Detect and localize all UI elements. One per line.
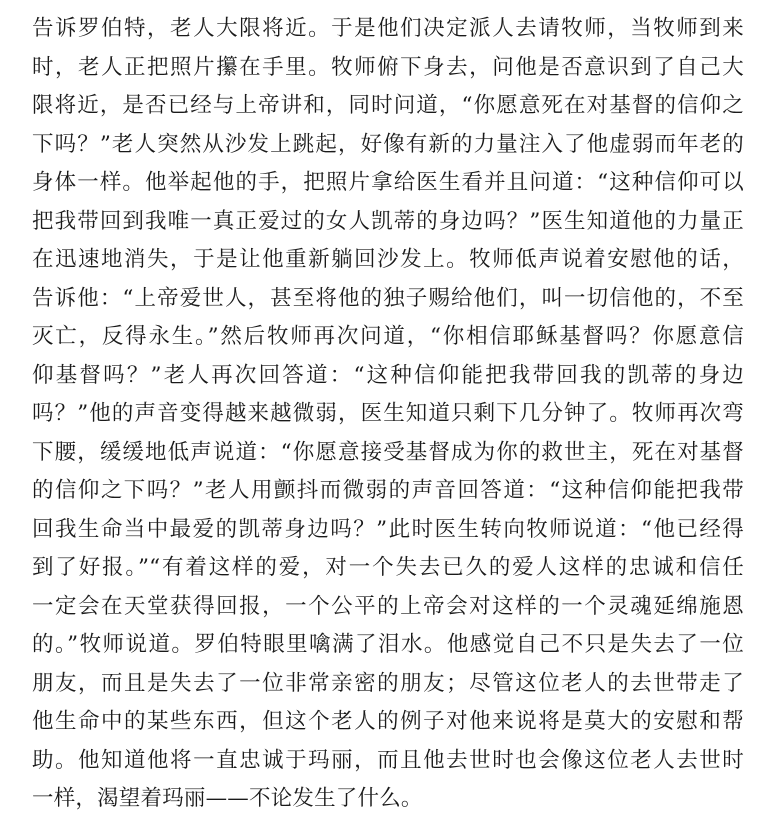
- text-line-21: 一样，渴望着玛丽——不论发生了什么。: [32, 786, 423, 811]
- text-line-13: 的信仰之下吗？”老人用颤抖而微弱的声音回答道：“这种信仰能把我带: [32, 478, 744, 503]
- text-line-9: 灭亡，反得永生。”然后牧师再次问道，“你相信耶稣基督吗？你愿意信: [32, 324, 744, 349]
- text-line-18: 朋友，而且是失去了一位非常亲密的朋友；尽管这位老人的去世带走了: [32, 670, 744, 696]
- text-line-17: 的。”牧师说道。罗伯特眼里噙满了泪水。他感觉自己不只是失去了一位: [32, 632, 744, 657]
- text-line-19: 他生命中的某些东西，但这个老人的例子对他来说将是莫大的安慰和帮: [32, 709, 744, 734]
- text-line-3: 限将近，是否已经与上帝讲和，同时问道，“你愿意死在对基督的信仰之: [32, 93, 744, 118]
- text-line-6: 把我带回到我唯一真正爱过的女人凯蒂的身边吗？”医生知道他的力量正: [32, 208, 744, 234]
- text-line-15: 到了好报。”“有着这样的爱，对一个失去已久的爱人这样的忠诚和信任: [32, 555, 744, 580]
- text-line-16: 一定会在天堂获得回报，一个公平的上帝会对这样的一个灵魂延绵施恩: [32, 593, 744, 619]
- text-line-10: 仰基督吗？”老人再次回答道：“这种信仰能把我带回我的凯蒂的身边: [32, 362, 744, 388]
- text-line-1: 告诉罗伯特，老人大限将近。于是他们决定派人去请牧师，当牧师到来: [32, 16, 744, 41]
- text-line-7: 在迅速地消失，于是让他重新躺回沙发上。牧师低声说着安慰他的话，: [32, 247, 744, 272]
- text-line-12: 下腰，缓缓地低声说道：“你愿意接受基督成为你的救世主，死在对基督: [32, 439, 744, 465]
- text-line-8: 告诉他：“上帝爱世人，甚至将他的独子赐给他们，叫一切信他的，不至: [32, 285, 744, 311]
- text-line-2: 时，老人正把照片攥在手里。牧师俯下身去，问他是否意识到了自己大: [32, 54, 744, 80]
- text-line-11: 吗？”他的声音变得越来越微弱，医生知道只剩下几分钟了。牧师再次弯: [32, 401, 744, 426]
- text-line-14: 回我生命当中最爱的凯蒂身边吗？”此时医生转向牧师说道：“他已经得: [32, 516, 744, 542]
- text-line-5: 身体一样。他举起他的手，把照片拿给医生看并且问道：“这种信仰可以: [32, 170, 744, 195]
- text-line-20: 助。他知道他将一直忠诚于玛丽，而且他去世时也会像这位老人去世时: [32, 747, 744, 773]
- body-text: [32, 10, 744, 819]
- text-line-4: 下吗？”老人突然从沙发上跳起，好像有新的力量注入了他虚弱而年老的: [32, 131, 744, 157]
